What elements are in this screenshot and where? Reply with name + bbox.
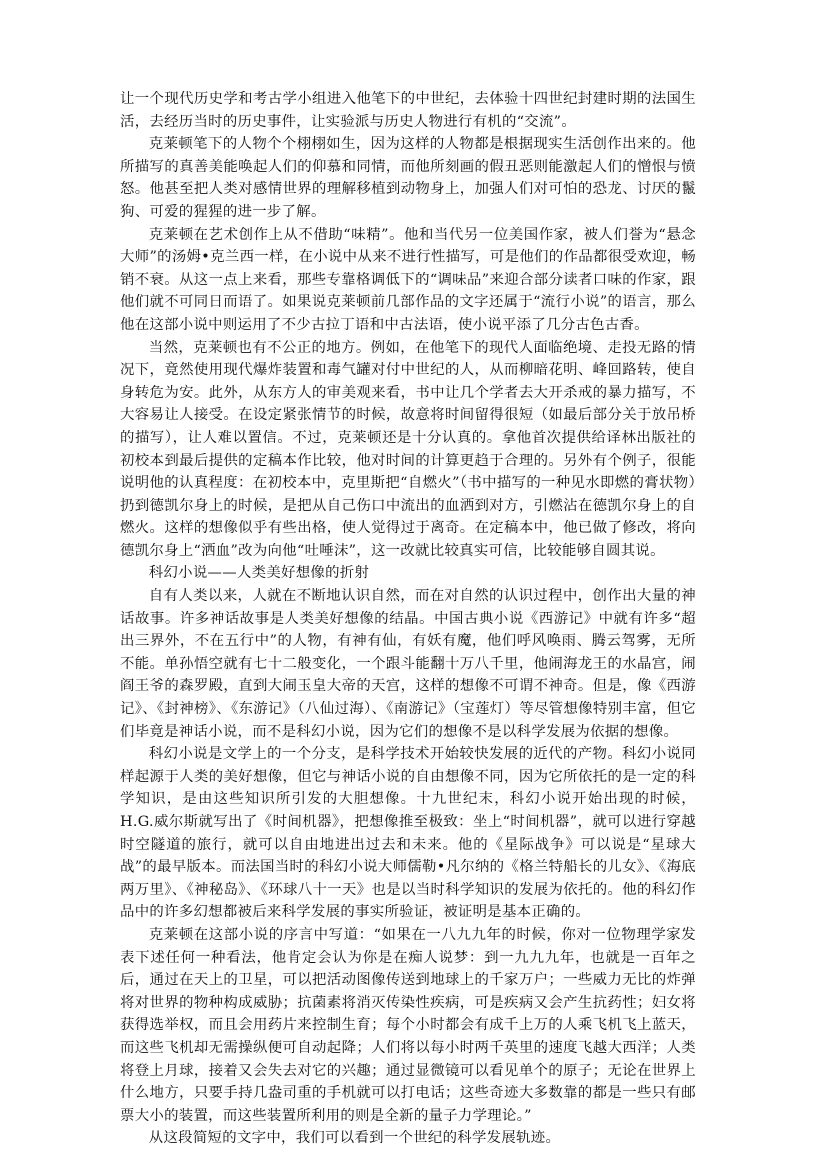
- paragraph-4: 当然，克莱顿也有不公正的地方。例如，在他笔下的现代人面临绝境、走投无路的情况下，竟然使用现代爆炸装置和毒气罐对付中世纪的人，从而柳暗花明、峰回路转，使自身转危为安。此外，从东方人的审美观来看，书中让几个学者去大开杀戒的暴力描写，不大容易让人接受。在设定紧张情节的时候，故意将时间留得很短（如最后部分关于放吊桥的描写），让人难以置信。不过，克莱顿还是十分认真的。拿他首次提供给译林出版社的初校本到最后提供的定稿本作比较，他对时间的计算更趋于合理的。另外有个例子，很能说明他的认真程度：在初校本中，克里斯把“自燃火”（书中描写的一种见水即燃的膏状物）扔到德凯尔身上的时候，是把从自己伤口中流出的血洒到对方，引燃沾在德凯尔身上的自燃火。这样的想像似乎有些出格，使人觉得过于离奇。在定稿本中，他已做了修改，将向德凯尔身上“洒血”改为向他“吐唾沫”，这一改就比较真实可信，比较能够自圆其说。: [120, 339, 696, 559]
- paragraph-3: 克莱顿在艺术创作上从不借助“味精”。他和当代另一位美国作家，被人们誉为“悬念大师”的汤姆•克兰西一样，在小说中从来不进行性描写，可是他们的作品都很受欢迎，畅销不衰。从这一点上来看，那些专靠格调低下的“调味品”来迎合部分读者口味的作家，跟他们就不可同日而语了。如果说克莱顿前几部作品的文字还属于“流行小说”的语言，那么他在这部小说中则运用了不少古拉丁语和中古法语，使小说平添了几分古色古香。: [120, 226, 696, 333]
- paragraph-5: 自有人类以来，人就在不断地认识自然，而在对自然的认识过程中，创作出大量的神话故事。许多神话故事是人类美好想像的结晶。中国古典小说《西游记》中就有许多“超出三界外，不在五行中”的人物，有神有仙，有妖有魔，他们呼风唤雨、腾云驾雾，无所不能。单孙悟空就有七十二般变化，一个跟斗能翻十万八千里，他闹海龙王的水晶宫，闹阎王爷的森罗殿，直到大闹玉皇大帝的天宫，这样的想像不可谓不神奇。但是，像《西游记》、《封神榜》、《东游记》（八仙过海）、《南游记》（宝莲灯）等尽管想像特别丰富，但它们毕竟是神话小说，而不是科幻小说，因为它们的想像不是以科学发展为依据的想像。: [120, 588, 696, 740]
- paragraph-8: 从这段简短的文字中，我们可以看到一个世纪的科学发展轨迹。: [148, 1130, 561, 1147]
- paragraph-2: 克莱顿笔下的人物个个栩栩如生，因为这样的人物都是根据现实生活创作出来的。他所描写的真善美能唤起人们的仰慕和同情，而他所刻画的假丑恶则能激起人们的憎恨与愤怒。他甚至把人类对感情世界的理解移植到动物身上，加强人们对可怕的恐龙、讨厌的鬣狗、可爱的猩猩的进一步了解。: [120, 136, 696, 220]
- document-page: [120, 88, 696, 1150]
- paragraph-6: 科幻小说是文学上的一个分支，是科学技术开始较快发展的近代的产物。科幻小说同样起源于人类的美好想像，但它与神话小说的自由想像不同，因为它所依托的是一定的科学知识，是由这些知识所引发的大胆想像。十九世纪末，科幻小说开始出现的时候，H.G.威尔斯就写出了《时间机器》，把想像推至极致：坐上“时间机器”，就可以进行穿越时空隧道的旅行，就可以自由地进出过去和未来。他的《星际战争》可以说是“星球大战”的最早版本。而法国当时的科幻小说大师儒勒•凡尔纳的《格兰特船长的儿女》、《海底两万里》、《神秘岛》、《环球八十一天》也是以当时科学知识的发展为依托的。他的科幻作品中的许多幻想都被后来科学发展的事实所验证，被证明是基本正确的。: [120, 746, 696, 921]
- paragraph-1: 让一个现代历史学和考古学小组进入他笔下的中世纪，去体验十四世纪封建时期的法国生活，去经历当时的历史事件，让实验派与历史人物进行有机的“交流”。: [120, 91, 696, 130]
- paragraph-7: 克莱顿在这部小说的序言中写道：“如果在一八九九年的时候，你对一位物理学家发表下述任何一种看法，他肯定会认为你是在痴人说梦：到一九九九年，也就是一百年之后，通过在天上的卫星，可以把活动图像传送到地球上的千家万户；一些威力无比的炸弹将对世界的物种构成威胁；抗菌素将消灭传染性疾病，可是疾病又会产生抗药性；妇女将获得选举权，而且会用药片来控制生育；每个小时都会有成千上万的人乘飞机飞上蓝天，而这些飞机却无需操纵便可自动起降；人们将以每小时两千英里的速度飞越大西洋；人类将登上月球，接着又会失去对它的兴趣；通过显微镜可以看见单个的原子；无论在世界上什么地方，只要手持几盎司重的手机就可以打电话；这些奇迹大多数靠的都是一些只有邮票大小的装置，而这些装置所利用的则是全新的量子力学理论。”: [120, 926, 696, 1124]
- section-heading: 科幻小说——人类美好想像的折射: [148, 565, 370, 582]
